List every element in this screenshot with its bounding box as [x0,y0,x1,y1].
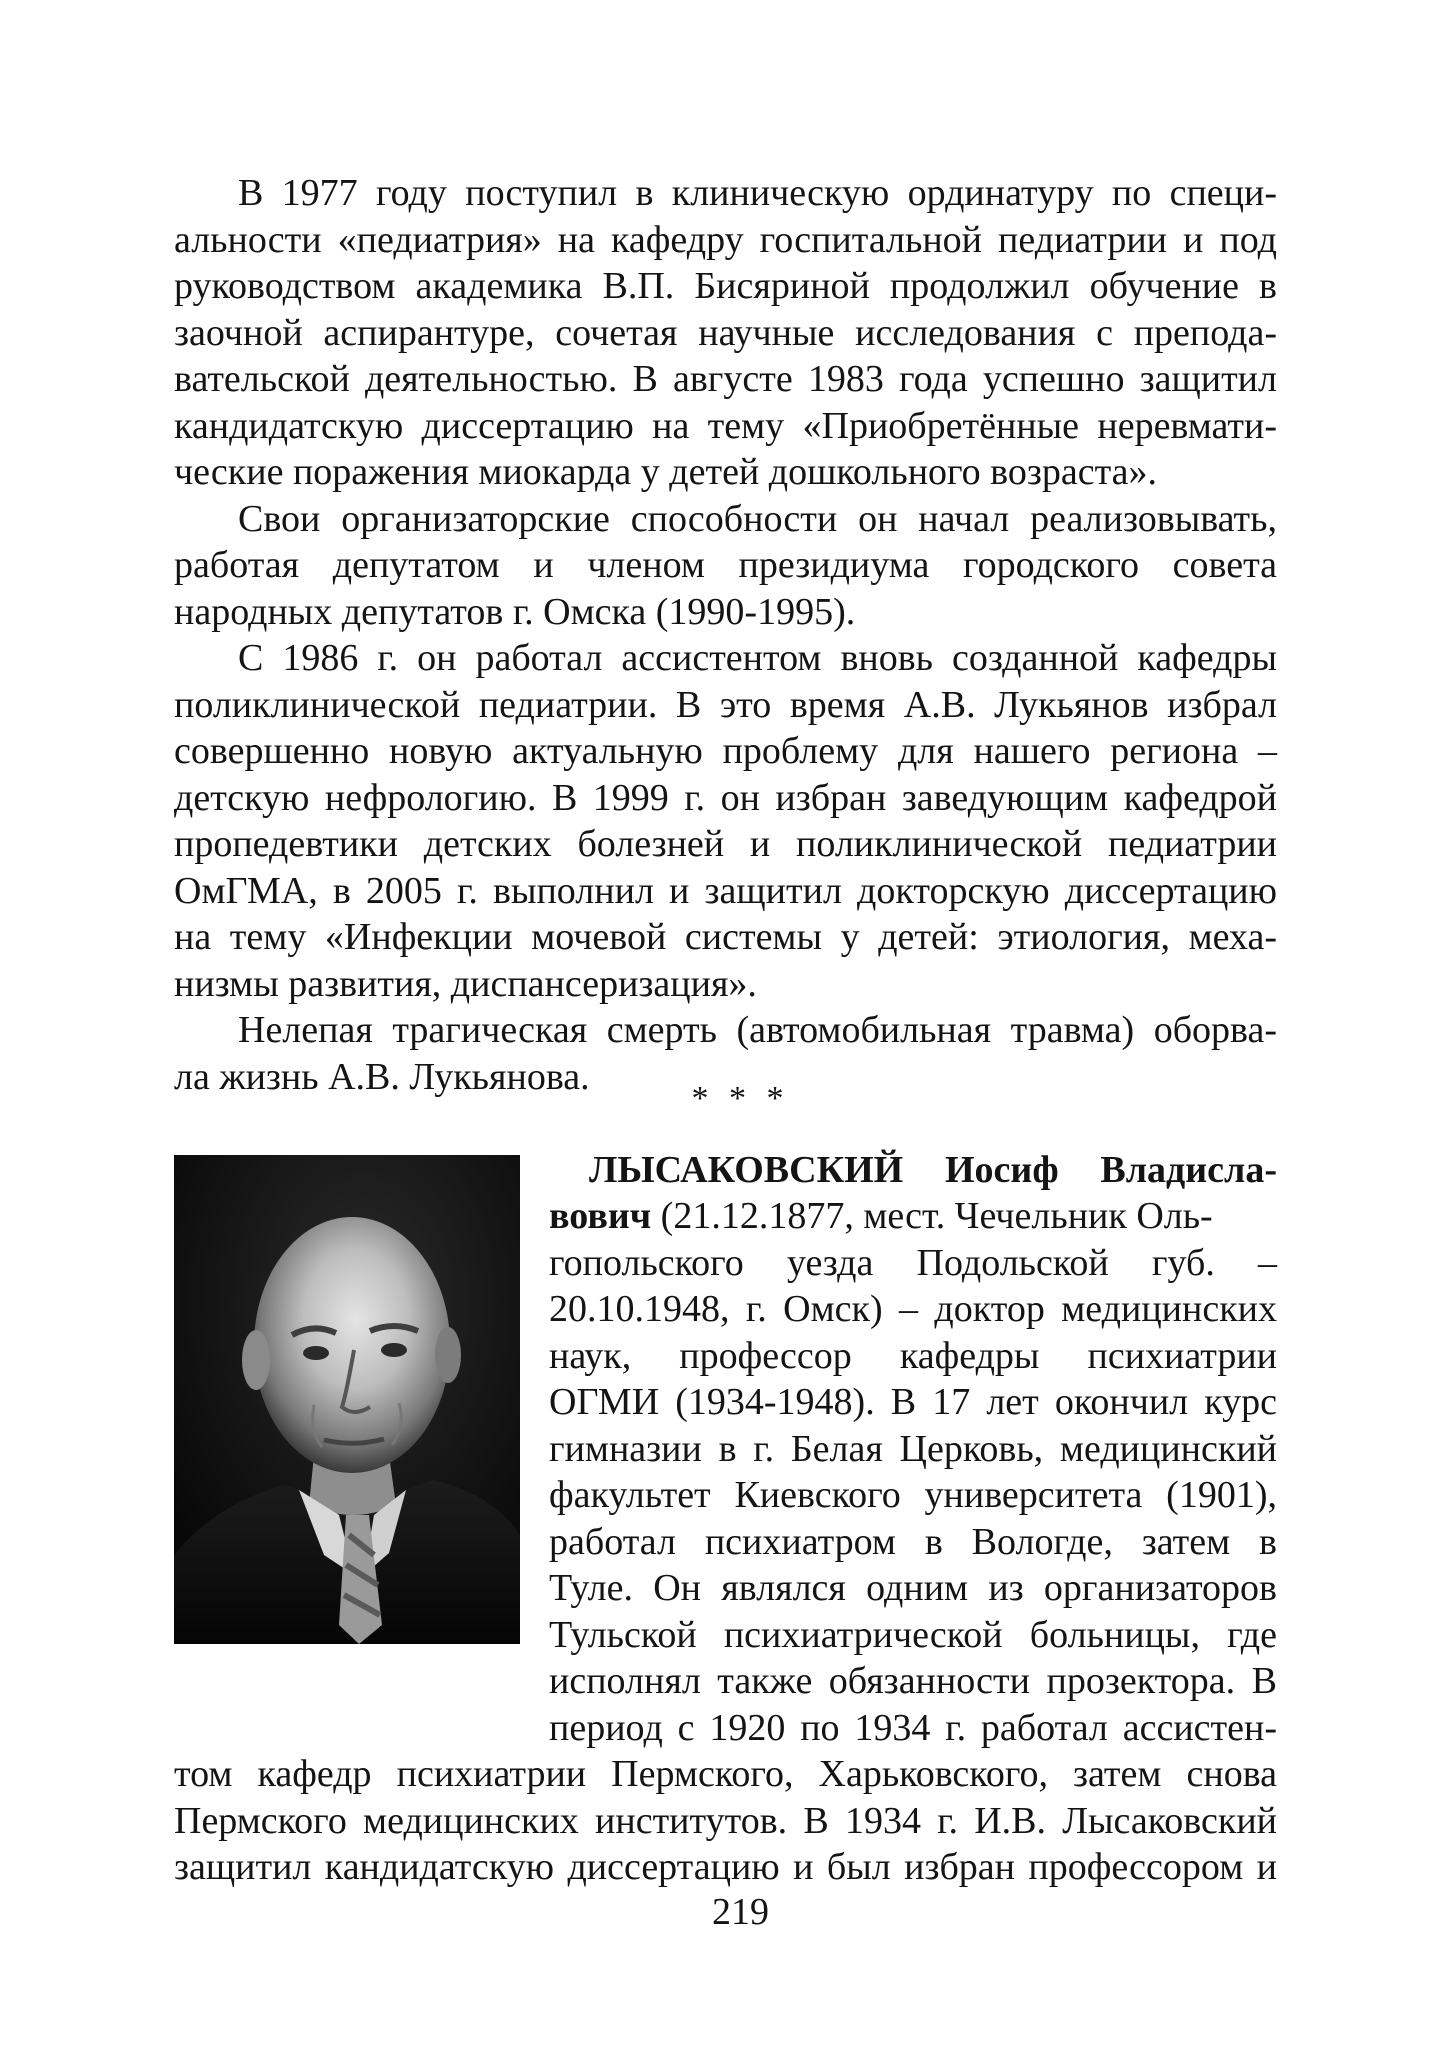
text-line: защитил кандидатскую диссертацию и был избран профессором и [174,1846,1277,1888]
bio-name: ЛЫСАКОВСКИЙ Иосиф Владисла- [589,1149,1277,1191]
text-line: Нелепая трагическая смерть (автомобильная травма) оборва- [238,1009,1277,1051]
text-line: ОмГМА, в 2005 г. выполнил и защитил докторскую диссертацию [174,870,1277,912]
text-line: народных депутатов г. Омска (1990-1995). [174,591,856,633]
text-line: Тульской психиатрической больницы, где [549,1614,1277,1656]
text-line: работая депутатом и членом президиума городского совета [174,544,1277,586]
text-line: 20.10.1948, г. Омск) – доктор медицинских [549,1288,1277,1330]
bio-heading-line-2 [549,1193,1277,1239]
portrait-photo [174,1155,520,1644]
text-line: кандидатскую диссертацию на тему «Приобретённые неревмати- [174,405,1277,447]
text-line: факультет Киевского университета (1901), [549,1474,1277,1516]
text-line: на тему «Инфекции мочевой системы у детей: этиология, меха- [174,916,1277,958]
text-line: заочной аспирантуре, сочетая научные исследования с препода- [174,312,1277,354]
text-line: детскую нефрологию. В 1999 г. он избран заведующим кафедрой [174,777,1277,819]
text-line: С 1986 г. он работал ассистентом вновь созданной кафедры [238,637,1277,679]
bio-dates: (21.12.1877, мест. Чечельник Оль- [651,1195,1213,1237]
text-line: период с 1920 по 1934 г. работал ассистен- [549,1707,1277,1749]
bio-name-continued: вович [549,1195,652,1237]
text-line: исполнял также обязанности прозектора. В [549,1660,1277,1702]
text-line: низмы развития, диспансеризация». [174,963,757,1005]
text-line: вательской деятельностью. В августе 1983 года успешно защитил [174,358,1277,400]
text-line: работал психиатром в Вологде, затем в [549,1521,1277,1563]
text-line: наук, профессор кафедры психиатрии [549,1335,1277,1377]
text-line: ла жизнь А.В. Лукьянова. [174,1056,590,1098]
text-line: гопольского уезда Подольской губ. – [549,1242,1277,1284]
text-line: совершенно новую актуальную проблему для нашего региона – [174,730,1277,772]
text-line: ческие поражения миокарда у детей дошкольного возраста». [174,451,1158,493]
text-line: руководством академика В.П. Бисяриной продолжил обучение в [174,265,1277,307]
text-line: Туле. Он являлся одним из организаторов [549,1567,1277,1609]
bio-heading-line [549,1147,1277,1193]
page-number: 219 [712,1891,769,1933]
text-line: поликлинической педиатрии. В это время А.В. Лукьянов избрал [174,684,1277,726]
section-separator: * * * [691,1080,790,1117]
text-line: гимназии в г. Белая Церковь, медицинский [549,1428,1277,1470]
text-line: том кафедр психиатрии Пермского, Харьковского, затем снова [174,1753,1277,1795]
document-page [174,0,1277,2050]
text-line: пропедевтики детских болезней и поликлинической педиатрии [174,823,1277,865]
text-line: альности «педиатрия» на кафедру госпитальной педиатрии и под [174,219,1277,261]
text-line: В 1977 году поступил в клиническую ординатуру по специ- [238,172,1277,214]
text-line: Пермского медицинских институтов. В 1934 г. И.В. Лысаковский [174,1800,1277,1842]
text-line: ОГМИ (1934-1948). В 17 лет окончил курс [549,1381,1277,1423]
text-line: Свои организаторские способности он начал реализовывать, [238,498,1277,540]
